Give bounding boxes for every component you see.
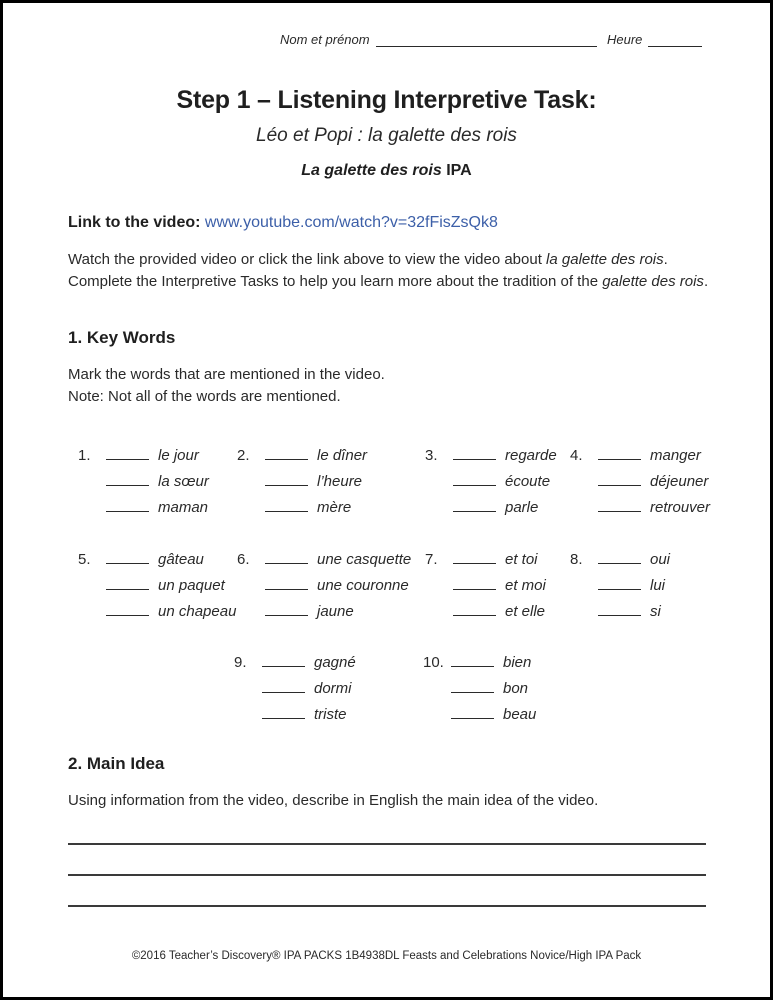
intro-line-2-period: . xyxy=(703,273,709,290)
intro-line-1-period: . xyxy=(663,251,668,268)
video-link[interactable]: www.youtube.com/watch?v=32fFisZsQk8 xyxy=(204,214,498,231)
keyword-word: parle xyxy=(505,499,539,516)
keyword-word: regarde xyxy=(505,447,557,464)
keyword-group-3 xyxy=(425,443,557,521)
answer-blank xyxy=(453,498,496,512)
name-field-label: Nom et prénom xyxy=(280,32,370,47)
intro-line-1-text: Watch the provided video or click the link above to view the video about xyxy=(68,251,547,268)
answer-blank xyxy=(106,550,149,564)
keyword-group-1 xyxy=(78,443,209,521)
keyword-word: si xyxy=(650,603,661,620)
keyword-group-8 xyxy=(570,547,670,625)
answer-blank xyxy=(262,679,305,693)
answer-blank xyxy=(598,472,641,486)
intro-line-2 xyxy=(68,271,728,293)
answer-blank xyxy=(598,602,641,616)
keyword-word: retrouver xyxy=(650,499,711,516)
instruction-line-2: Note: Not all of the words are mentioned. xyxy=(68,388,341,405)
intro-line-1 xyxy=(68,249,728,271)
answer-blank xyxy=(598,446,641,460)
keyword-group-2 xyxy=(237,443,367,521)
answer-blank xyxy=(106,576,149,590)
answer-blank xyxy=(265,498,308,512)
keyword-word: mère xyxy=(317,499,352,516)
answer-line-2 xyxy=(68,874,706,876)
answer-blank xyxy=(265,446,308,460)
keyword-word: lui xyxy=(650,577,666,594)
intro-line-1-italic: la galette des rois xyxy=(546,251,664,268)
keyword-group-6 xyxy=(237,547,411,625)
keyword-word: l’heure xyxy=(317,473,363,490)
keyword-group-7 xyxy=(425,547,546,625)
answer-blank xyxy=(451,653,494,667)
instruction-line-1: Mark the words that are mentioned in the video. xyxy=(68,366,385,383)
answer-blank xyxy=(106,602,149,616)
ipa-subtitle-regular: IPA xyxy=(446,162,472,179)
answer-blank xyxy=(453,472,496,486)
group-number: 9. xyxy=(234,654,247,671)
name-blank-line xyxy=(376,32,597,47)
keyword-word: gâteau xyxy=(158,551,204,568)
section-1-heading: 1. Key Words xyxy=(68,328,176,347)
group-number: 3. xyxy=(425,447,438,464)
keyword-word: écoute xyxy=(505,473,551,490)
keyword-group-5 xyxy=(78,547,236,625)
group-number: 4. xyxy=(570,447,583,464)
answer-blank xyxy=(451,679,494,693)
keyword-word: le dîner xyxy=(317,447,368,464)
section-2-heading: 2. Main Idea xyxy=(68,754,165,773)
group-number: 8. xyxy=(570,551,583,568)
answer-blank xyxy=(453,550,496,564)
answer-blank xyxy=(106,472,149,486)
group-number: 10. xyxy=(423,654,444,671)
answer-blank xyxy=(598,550,641,564)
video-link-row xyxy=(68,214,498,232)
keyword-word: beau xyxy=(503,706,537,723)
answer-blank xyxy=(453,576,496,590)
group-number: 2. xyxy=(237,447,250,464)
keywords-grid xyxy=(0,443,773,738)
keyword-word: un chapeau xyxy=(158,603,237,620)
group-number: 1. xyxy=(78,447,91,464)
section-2-instruction: Using information from the video, describe in English the main idea of the video. xyxy=(68,792,599,809)
answer-blank xyxy=(106,498,149,512)
keyword-word: le jour xyxy=(158,447,199,464)
ipa-subtitle xyxy=(0,162,773,180)
keyword-word: bon xyxy=(503,680,529,697)
keyword-word: une casquette xyxy=(317,551,412,568)
answer-blank xyxy=(265,550,308,564)
keyword-word: jaune xyxy=(317,603,354,620)
answer-blank xyxy=(265,472,308,486)
page-subtitle: Léo et Popi : la galette des rois xyxy=(256,125,517,146)
hour-blank-line xyxy=(648,32,702,47)
keyword-group-4 xyxy=(570,443,710,521)
answer-blank xyxy=(265,576,308,590)
answer-blank xyxy=(598,576,641,590)
keyword-word: triste xyxy=(314,706,347,723)
answer-blank xyxy=(451,705,494,719)
answer-blank xyxy=(453,446,496,460)
keyword-group-9 xyxy=(234,650,356,728)
keyword-word: et moi xyxy=(505,577,546,594)
keyword-word: bien xyxy=(503,654,532,671)
answer-blank xyxy=(262,653,305,667)
answer-line-3 xyxy=(68,905,706,907)
page-title: Step 1 – Listening Interpretive Task: xyxy=(176,86,597,114)
intro-paragraph xyxy=(68,249,728,293)
copyright-footer: ©2016 Teacher’s Discovery® IPA PACKS 1B4938DL Feasts and Celebrations Novice/High IPA Pack xyxy=(131,950,642,962)
keyword-word: un paquet xyxy=(158,577,225,594)
keyword-group-10 xyxy=(423,650,536,728)
keyword-word: manger xyxy=(650,447,701,464)
keyword-word: la sœur xyxy=(158,473,209,490)
intro-line-2-text: Complete the Interpretive Tasks to help you learn more about the tradition of the xyxy=(68,273,603,290)
answer-line-1 xyxy=(68,843,706,845)
keyword-word: dormi xyxy=(314,680,352,697)
keyword-word: une couronne xyxy=(317,577,409,594)
intro-line-2-italic: galette des rois xyxy=(602,273,704,290)
keyword-word: déjeuner xyxy=(650,473,709,490)
answer-blank xyxy=(598,498,641,512)
keyword-word: gagné xyxy=(314,654,356,671)
group-number: 5. xyxy=(78,551,91,568)
group-number: 7. xyxy=(425,551,438,568)
section-1-instructions xyxy=(68,364,385,408)
keyword-word: et toi xyxy=(505,551,538,568)
answer-blank xyxy=(453,602,496,616)
answer-blank xyxy=(265,602,308,616)
ipa-subtitle-italic: La galette des rois xyxy=(301,162,447,179)
keyword-word: oui xyxy=(650,551,671,568)
video-link-label: Link to the video: xyxy=(68,214,205,231)
group-number: 6. xyxy=(237,551,250,568)
hour-field-label: Heure xyxy=(607,32,643,47)
keyword-word: maman xyxy=(158,499,209,516)
answer-blank xyxy=(262,705,305,719)
answer-blank xyxy=(106,446,149,460)
keyword-word: et elle xyxy=(505,603,546,620)
